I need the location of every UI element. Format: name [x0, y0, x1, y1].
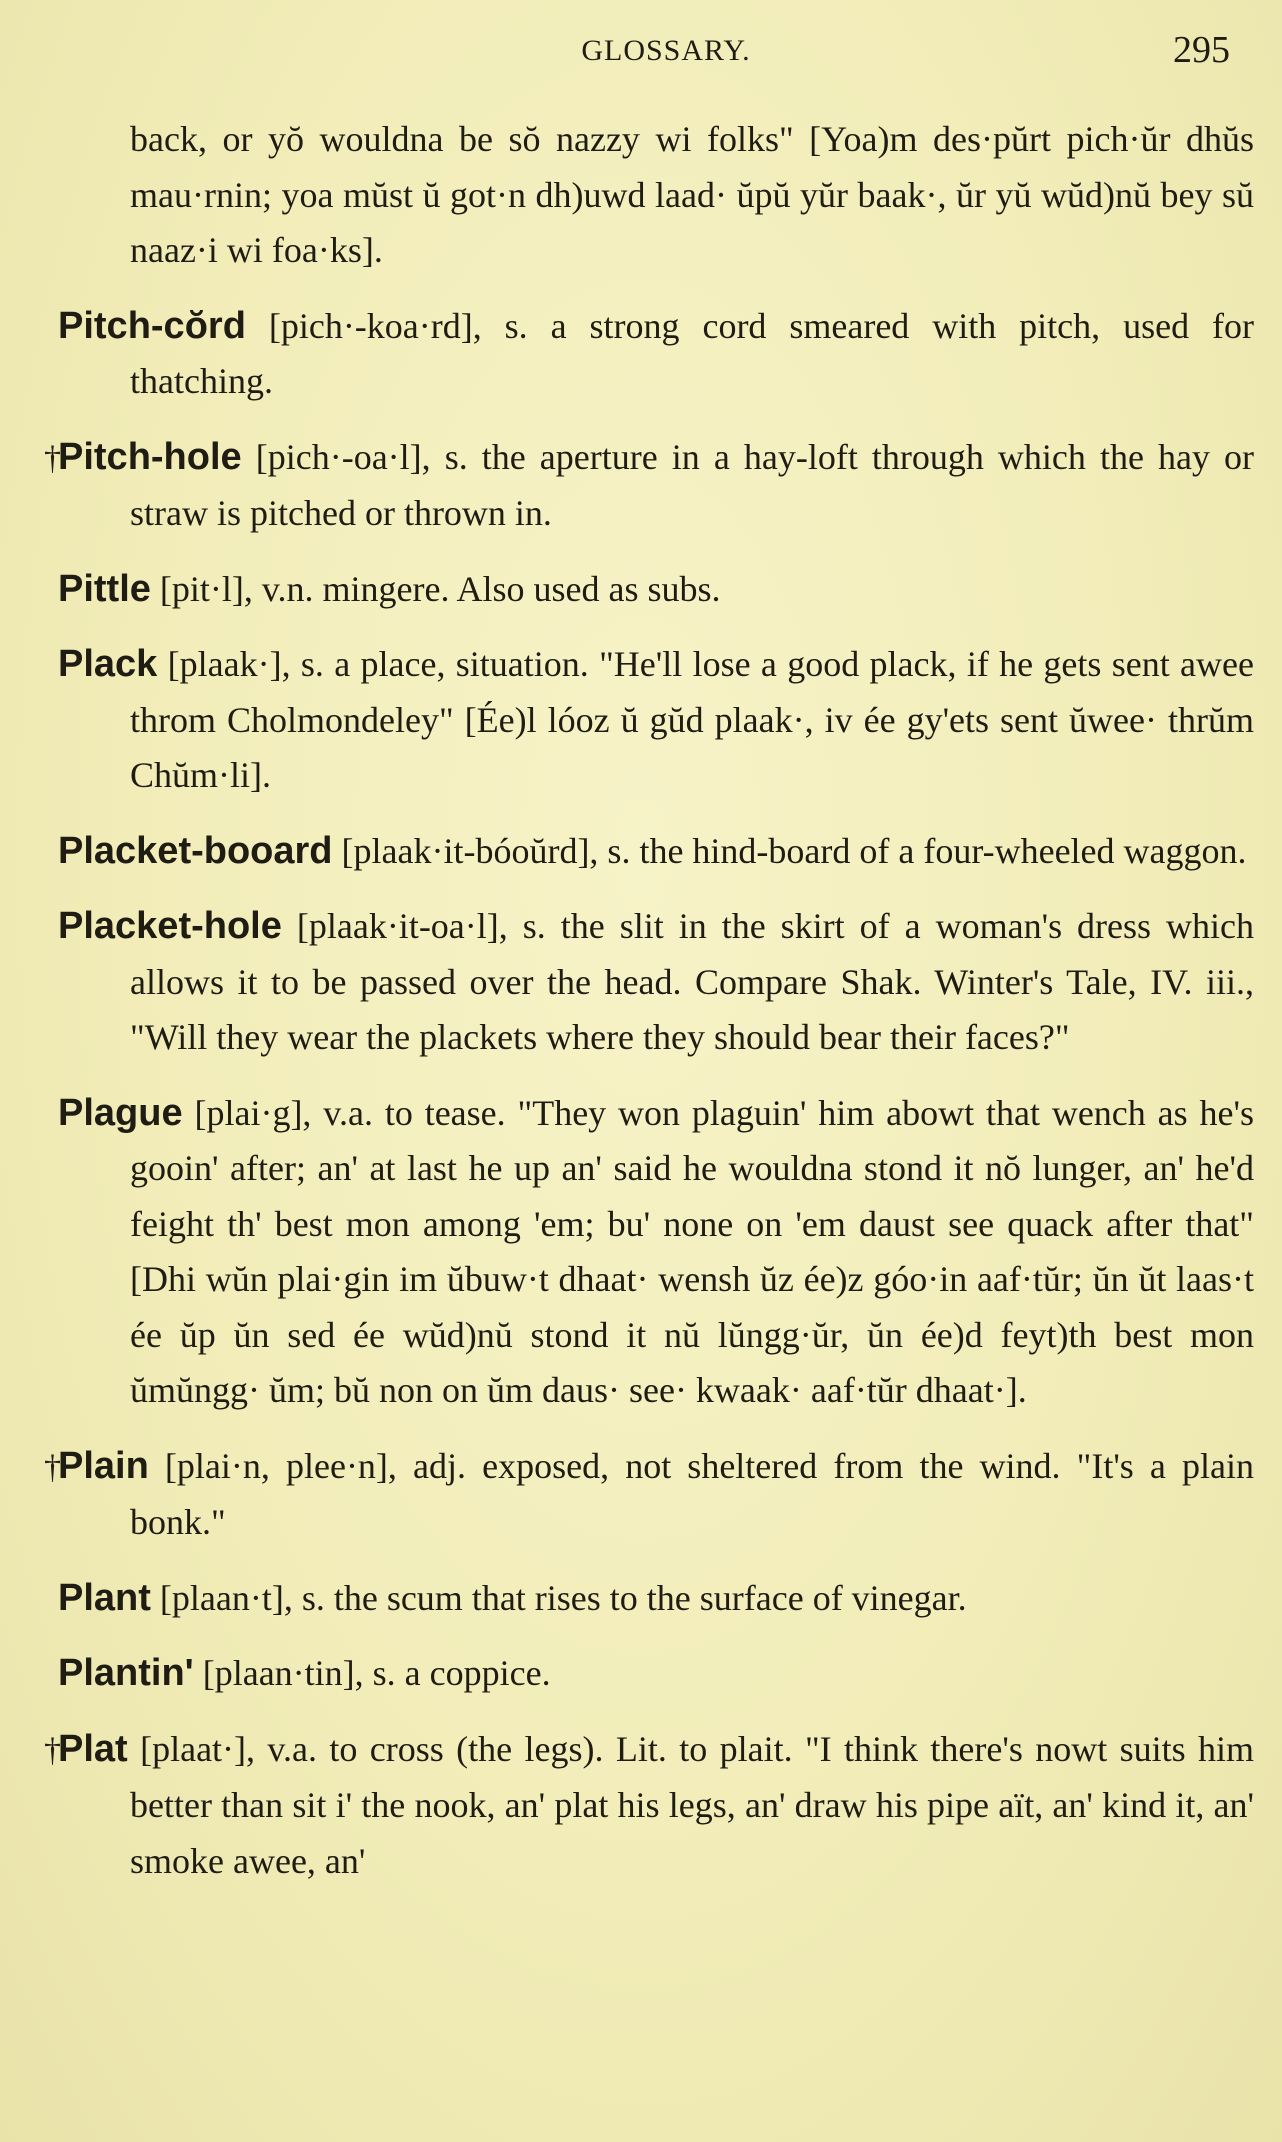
headword: Plain [58, 1444, 149, 1487]
glossary-entry-plat [44, 1722, 1254, 1890]
glossary-text [44, 112, 1254, 1909]
continuation-paragraph [44, 112, 1254, 279]
dagger-mark: † [44, 439, 61, 477]
dagger-mark: † [44, 1731, 61, 1769]
glossary-entry-pitch-hole [44, 430, 1254, 542]
headword: Placket-booard [58, 829, 333, 872]
headword: Plague [58, 1091, 183, 1134]
headword: Pitch-hole [58, 435, 242, 478]
headword: Plat [58, 1727, 128, 1770]
glossary-entry-pittle [44, 562, 1254, 618]
glossary-entry-plack [44, 637, 1254, 804]
glossary-entry-plant [44, 1571, 1254, 1627]
definition: [pich·-koa·rd], s. a strong cord smeared with pitch, used for thatching. [130, 305, 1254, 401]
definition: [plaat·], v.a. to cross (the legs). Lit. to plait. "I think there's nowt suits him better than sit i' the nook, an' plat his legs, an' draw his pipe aït, an' kind it, an' smoke awee, an' [130, 1728, 1255, 1881]
continuation-text: back, or yŏ wouldna be sŏ nazzy wi folks" [Yoa)m des·pŭrt pich·ŭr dhŭs mau·rnin; yoa mŭst ŭ got·n dh)uwd laad· ŭpŭ yŭr baak·, ŭr yŭ wŭd)nŭ bey sŭ naaz·i wi foa·ks]. [130, 119, 1254, 270]
definition: [plai·g], v.a. to tease. "They won plaguin' him abowt that wench as he's gooin' after; an' at last he up an' said he wouldna stond it nŏ lunger, an' he'd feight th' best mon among 'em; bu' none on 'em daust see quack after that" [Dhi wŭn plai·gin im ŭbuw·t dhaat· wensh ŭz ée)z góo·in aaf·tŭr; ŭn ŭt laas·t ée ŭp ŭn sed ée wŭd)nŭ stond it nŭ lŭngg·ŭr, ŭn ée)d feyt)th best mon ŭmŭngg· ŭm; bŭ non on ŭm daus· see· kwaak· aaf·tŭr dhaat·]. [130, 1092, 1254, 1410]
headword: Pittle [58, 567, 151, 610]
definition: [plaak·it-oa·l], s. the slit in the skirt of a woman's dress which allows it to be passed over the head. Compare Shak. Winter's Tale, IV. iii., "Will they wear the plackets where they should bear their faces?" [130, 906, 1255, 1057]
page-header [40, 28, 1252, 78]
definition: [plaan·t], s. the scum that rises to the surface of vinegar. [159, 1577, 967, 1618]
definition: [plaak·], s. a place, situation. "He'll lose a good plack, if he gets sent awee throm Cholmondeley" [Ée)l lóoz ŭ gŭd plaak·, iv ée gy'ets sent ŭwee· thrŭm Chŭm·li]. [130, 644, 1254, 795]
glossary-entry-plague [44, 1086, 1254, 1419]
definition: [plaan·tin], s. a coppice. [202, 1653, 551, 1693]
definition: [plaak·it-bóoŭrd], s. the hind-board of a four-wheeled waggon. [341, 830, 1247, 871]
glossary-entry-placket-hole [44, 899, 1254, 1066]
headword: Plant [58, 1576, 151, 1619]
definition: [pit·l], v.n. mingere. Also used as subs. [159, 568, 721, 609]
headword: Placket-hole [58, 905, 282, 947]
headword: Plantin' [58, 1652, 194, 1694]
glossary-entry-plantin [44, 1646, 1254, 1702]
glossary-entry-placket-booard [44, 824, 1254, 880]
headword: Plack [58, 643, 158, 685]
headword: Pitch-cŏrd [58, 304, 246, 347]
definition: [pich·-oa·l], s. the aperture in a hay-loft through which the hay or straw is pitched or thrown in. [130, 436, 1254, 533]
running-title: GLOSSARY. [581, 34, 751, 67]
glossary-entry-plain [44, 1439, 1254, 1551]
dagger-mark: † [44, 1448, 61, 1486]
glossary-entry-pitch-cord [44, 299, 1254, 410]
page-number: 295 [1173, 29, 1230, 71]
definition: [plai·n, plee·n], adj. exposed, not sheltered from the wind. "It's a plain bonk." [130, 1445, 1254, 1542]
